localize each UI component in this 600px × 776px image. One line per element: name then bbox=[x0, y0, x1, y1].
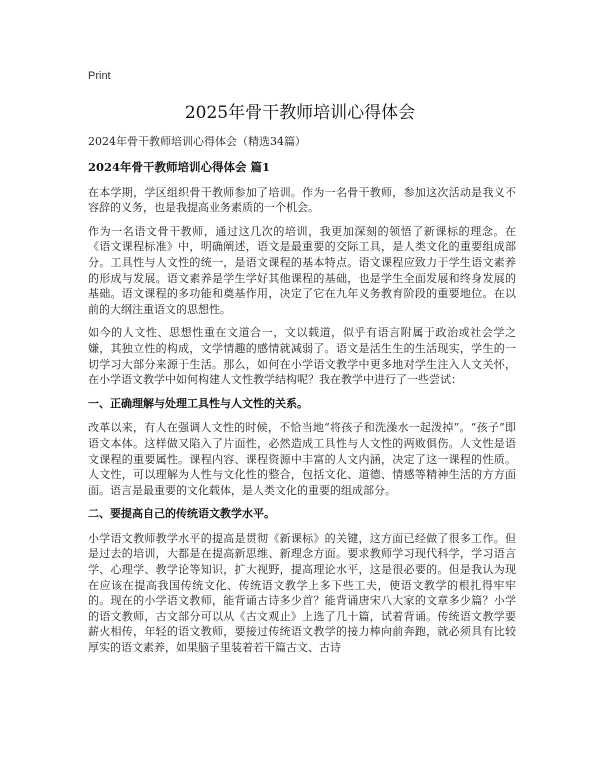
paragraph-intro: 在本学期，学区组织骨干教师参加了培训。作为一名骨干教师，参加这次活动是我义不容辞的义务，也是我提高业务素质的一个机会。 bbox=[88, 185, 516, 215]
print-link[interactable]: Print bbox=[88, 70, 111, 82]
page-title: 2025年骨干教师培训心得体会 bbox=[184, 103, 416, 123]
article-body bbox=[88, 160, 516, 664]
paragraph-humanistic: 如今的人文性、思想性重在文道合一，文以载道，似乎有语言附属于政治或社会学之嫌，其独立性的构成，文学情趣的感情就减弱了。语文是活生生的生活现实，学生的一切学习大部分来源于生活。那么，如何在小学语文教学中更多地对学生注入人文关怀，在小学语文教学中如何构建人文性教学结构呢？我在教学中进行了一些尝试： bbox=[88, 326, 516, 387]
paragraph-reform: 改革以来，有人在强调人文性的时候，不恰当地“将孩子和洗澡水一起泼掉”。“孩子”即语文本体。这样做又陷入了片面性，必然造成工具性与人文性的两败俱伤。人文性是语文课程的重要属性。课程内容、课程资源中丰富的人文内涵，决定了这一课程的性质。人文性，可以理解为人性与文化性的整合，包括文化、道德、情感等精神生活的方方面面。语言是最重要的文化载体，是人类文化的重要的组成部分。 bbox=[88, 421, 516, 497]
document-subtitle: 2024年骨干教师培训心得体会（精选34篇） bbox=[88, 135, 306, 148]
paragraph-curriculum: 作为一名语文骨干教师，通过这几次的培训，我更加深刻的领悟了新课标的理念。在《语文课程标准》中，明确阐述，语文是最重要的交际工具，是人类文化的重要组成部分。工具性与人文性的统一，是语文课程的基本特点。语文课程应致力于学生语文素养的形成与发展。语文素养是学生学好其他课程的基础，也是学生全面发展和终身发展的基础。语文课程的多功能和奠基作用，决定了它在九年义务教育阶段的重要地位。在以前的大纲注重语文的思想性。 bbox=[88, 224, 516, 316]
paragraph-tradition: 小学语文教师教学水平的提高是贯彻《新课标》的关键，这方面已经做了很多工作。但是过去的培训，大都是在提高新思维、新理念方面。要求教师学习现代科学，学习语言学、心理学、教学论等知识，扩大视野，提高理论水平，这是很必要的。但是我认为现在应该在提高我国传统文化、传统语文教学上多下些工夫，使语文教学的根扎得牢牢的。现在的小学语文教师，能背诵古诗多少首？能背诵唐宋八大家的文章多少篇？小学的语文教师，古文部分可以从《古文观止》上选了几十篇，试着背诵。传统语文教学要薪火相传，年轻的语文教师，要接过传统语文教学的接力棒向前奔跑，就必须具有比较厚实的语文素养，如果脑子里装着若干篇古文、古诗 bbox=[88, 531, 516, 655]
sub-heading-1: 一、正确理解与处理工具性与人文性的关系。 bbox=[88, 396, 308, 410]
sub-heading-2: 二、要提高自己的传统语文教学水平。 bbox=[88, 507, 275, 521]
section-heading: 2024年骨干教师培训心得体会 篇1 bbox=[88, 160, 271, 174]
